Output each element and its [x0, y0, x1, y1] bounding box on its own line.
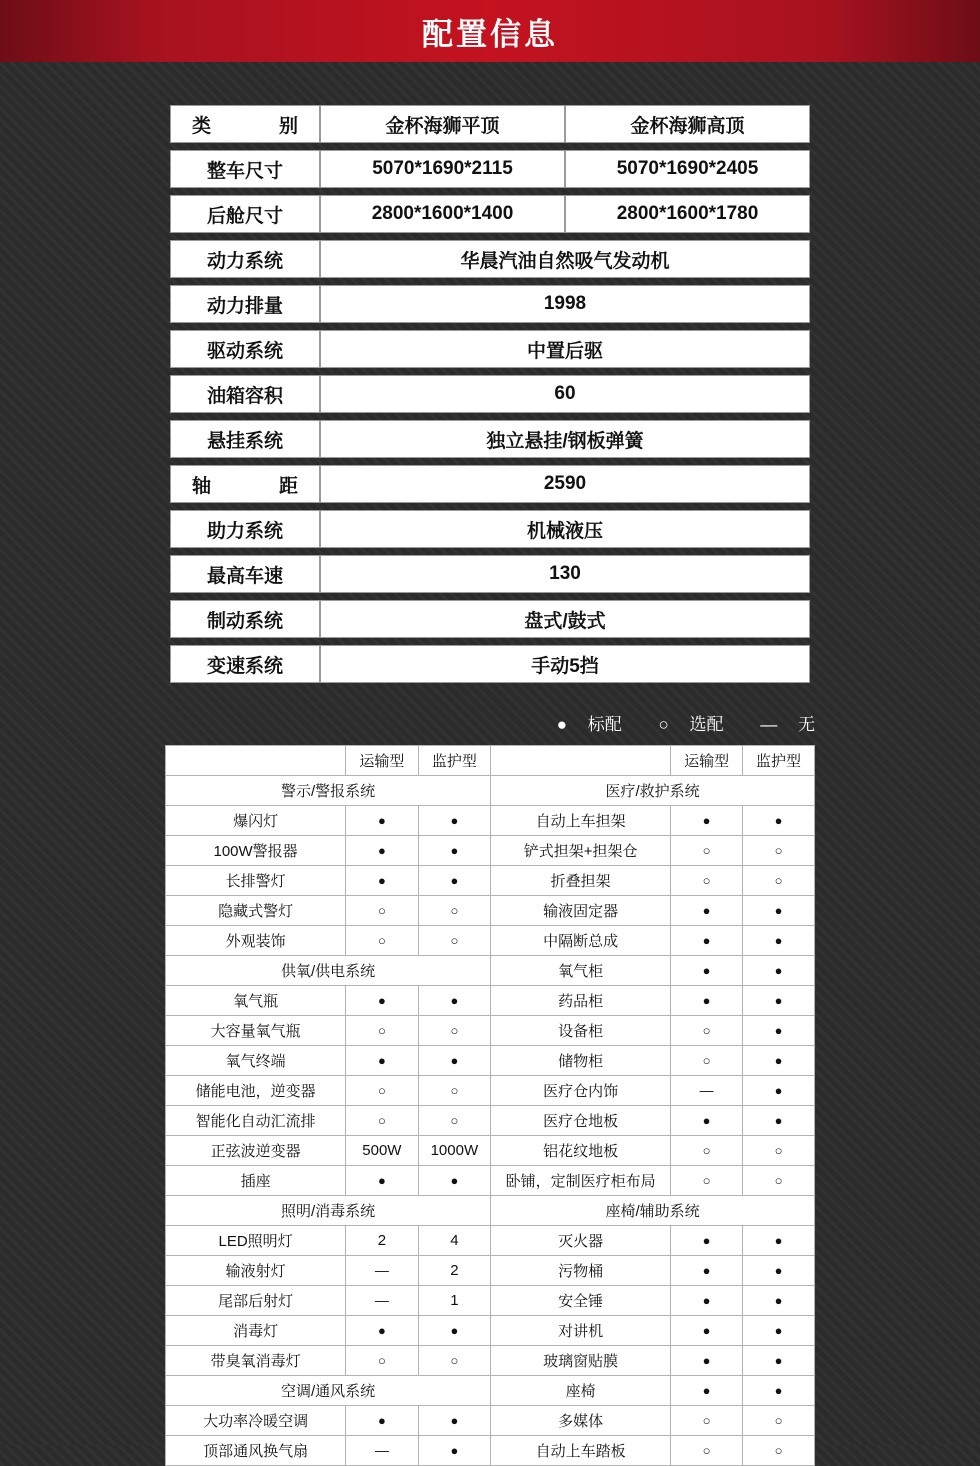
config-item-value-right-transport: [671, 1346, 743, 1376]
config-header-right-name: [491, 746, 671, 776]
config-section-title-left: 供氧/供电系统: [166, 956, 491, 986]
config-item-value-right-monitor: [743, 1376, 815, 1406]
config-section-row: [166, 1196, 815, 1226]
spec-row: [170, 240, 810, 278]
config-item-name-right: 安全锤: [491, 1286, 671, 1316]
config-row: [166, 1076, 815, 1106]
config-header-left-name: [166, 746, 346, 776]
config-item-value-right-monitor: [743, 1016, 815, 1046]
config-row: [166, 1166, 815, 1196]
config-row: [166, 1346, 815, 1376]
config-item-value-left-transport: [346, 1436, 418, 1466]
spec-row-label: 制动系统: [170, 600, 320, 638]
config-item-value-left-monitor: 1: [418, 1286, 491, 1316]
config-item-value-right-transport: [671, 1016, 743, 1046]
config-row: [166, 1136, 815, 1166]
config-item-name-left: 大功率冷暖空调: [166, 1406, 346, 1436]
config-row: [166, 1106, 815, 1136]
spec-row-value: 独立悬挂/钢板弹簧: [320, 420, 810, 458]
config-item-value-right-transport: [671, 1376, 743, 1406]
spec-row-label: 油箱容积: [170, 375, 320, 413]
config-row: [166, 1046, 815, 1076]
page-header: [0, 0, 980, 62]
legend-none-label: 无: [798, 715, 815, 734]
config-item-value-right-monitor: [743, 1166, 815, 1196]
config-item-value-left-transport: [346, 1106, 418, 1136]
config-item-name-left: 隐藏式警灯: [166, 896, 346, 926]
spec-row-label: 动力系统: [170, 240, 320, 278]
config-row: [166, 956, 815, 986]
config-item-name-right: 输液固定器: [491, 896, 671, 926]
spec-row: [170, 420, 810, 458]
config-item-value-right-transport: [671, 866, 743, 896]
spec-row-label: 类 别: [170, 105, 320, 143]
config-header-left-transport: 运输型: [346, 746, 418, 776]
config-item-name-right: 对讲机: [491, 1316, 671, 1346]
config-item-name-left: 消毒灯: [166, 1316, 346, 1346]
config-item-name-right: 自动上车踏板: [491, 1436, 671, 1466]
config-item-name-left: 顶部通风换气扇: [166, 1436, 346, 1466]
config-item-value-left-monitor: [418, 1316, 491, 1346]
config-item-value-right-transport: [671, 1076, 743, 1106]
config-item-value-right-monitor: [743, 806, 815, 836]
spec-row-value: 中置后驱: [320, 330, 810, 368]
config-item-name-left: 氧气终端: [166, 1046, 346, 1076]
config-item-value-right-monitor: [743, 1316, 815, 1346]
spec-row: [170, 150, 810, 188]
config-item-value-right-transport: [671, 1406, 743, 1436]
config-item-name-right: 设备柜: [491, 1016, 671, 1046]
config-item-value-left-monitor: [418, 1016, 491, 1046]
config-item-name-right: 储物柜: [491, 1046, 671, 1076]
config-item-name-right: 折叠担架: [491, 866, 671, 896]
config-item-value-left-transport: [346, 866, 418, 896]
config-item-value-left-transport: [346, 1406, 418, 1436]
spec-row-value: 2800*1600*1400: [320, 195, 565, 233]
config-item-value-left-monitor: [418, 806, 491, 836]
config-item-value-right-transport: [671, 1106, 743, 1136]
spec-row-label: 轴 距: [170, 465, 320, 503]
config-item-name-right: 污物桶: [491, 1256, 671, 1286]
spec-row-value: 130: [320, 555, 810, 593]
config-item-value-right-transport: [671, 896, 743, 926]
config-row: [166, 896, 815, 926]
spec-row-value: 5070*1690*2115: [320, 150, 565, 188]
config-item-value-left-transport: [346, 1346, 418, 1376]
spec-row-value: 5070*1690*2405: [565, 150, 810, 188]
config-row: [166, 1226, 815, 1256]
config-item-value-left-transport: [346, 1166, 418, 1196]
spec-row: [170, 510, 810, 548]
config-header-right-transport: 运输型: [671, 746, 743, 776]
config-item-name-left: 智能化自动汇流排: [166, 1106, 346, 1136]
config-table-container: [165, 745, 815, 1466]
config-item-name-left: 正弦波逆变器: [166, 1136, 346, 1166]
spec-row-label: 助力系统: [170, 510, 320, 548]
config-row: [166, 1016, 815, 1046]
config-item-name-right: 氧气柜: [491, 956, 671, 986]
config-item-value-left-monitor: [418, 1406, 491, 1436]
spec-row-value: 2590: [320, 465, 810, 503]
spec-row-label: 最高车速: [170, 555, 320, 593]
config-item-value-right-monitor: [743, 1136, 815, 1166]
spec-table-container: [170, 98, 810, 690]
config-table: [165, 745, 815, 1466]
config-item-value-left-monitor: [418, 1346, 491, 1376]
config-item-value-right-monitor: [743, 1286, 815, 1316]
config-item-value-left-monitor: [418, 1436, 491, 1466]
config-item-value-left-monitor: [418, 1046, 491, 1076]
config-item-name-right: 灭火器: [491, 1226, 671, 1256]
config-header-right-monitor: 监护型: [743, 746, 815, 776]
config-item-value-right-transport: [671, 1286, 743, 1316]
config-item-value-right-transport: [671, 806, 743, 836]
config-item-name-right: 铝花纹地板: [491, 1136, 671, 1166]
config-item-value-right-monitor: [743, 866, 815, 896]
config-item-value-right-transport: [671, 1046, 743, 1076]
config-section-title-left: 照明/消毒系统: [166, 1196, 491, 1226]
config-item-value-left-monitor: [418, 986, 491, 1016]
config-header-left-monitor: 监护型: [418, 746, 491, 776]
config-item-value-right-monitor: [743, 836, 815, 866]
config-item-value-left-transport: [346, 986, 418, 1016]
config-item-value-left-monitor: [418, 866, 491, 896]
legend-none-symbol: —: [760, 715, 778, 734]
config-item-value-left-transport: [346, 896, 418, 926]
config-item-value-left-monitor: 4: [418, 1226, 491, 1256]
config-item-name-right: 卧铺，定制医疗柜布局: [491, 1166, 671, 1196]
config-item-value-right-transport: [671, 1166, 743, 1196]
spec-row-value: 华晨汽油自然吸气发动机: [320, 240, 810, 278]
spec-row-value: 机械液压: [320, 510, 810, 548]
config-item-value-left-monitor: 1000W: [418, 1136, 491, 1166]
config-item-name-left: 输液射灯: [166, 1256, 346, 1286]
config-section-title-left: 空调/通风系统: [166, 1376, 491, 1406]
config-item-value-right-monitor: [743, 896, 815, 926]
config-row: [166, 836, 815, 866]
config-item-value-left-monitor: [418, 1166, 491, 1196]
spec-row-value: 手动5挡: [320, 645, 810, 683]
spec-row-value: 1998: [320, 285, 810, 323]
config-row: [166, 1406, 815, 1436]
config-item-value-right-monitor: [743, 1226, 815, 1256]
spec-row-label: 驱动系统: [170, 330, 320, 368]
legend-optional-symbol: ○: [658, 715, 669, 734]
config-header-row: [166, 746, 815, 776]
spec-row-value: 盘式/鼓式: [320, 600, 810, 638]
config-item-value-right-transport: [671, 1316, 743, 1346]
config-item-value-left-transport: [346, 1256, 418, 1286]
config-row: [166, 1436, 815, 1466]
config-item-name-left: 大容量氧气瓶: [166, 1016, 346, 1046]
config-row: [166, 1316, 815, 1346]
config-item-value-right-transport: [671, 986, 743, 1016]
spec-table: [170, 98, 810, 690]
config-item-value-right-monitor: [743, 926, 815, 956]
config-item-value-right-monitor: [743, 1046, 815, 1076]
config-item-value-right-monitor: [743, 1406, 815, 1436]
spec-row-value: 金杯海狮平顶: [320, 105, 565, 143]
spec-row: [170, 600, 810, 638]
config-item-value-right-monitor: [743, 1256, 815, 1286]
spec-row: [170, 195, 810, 233]
config-item-name-left: 储能电池，逆变器: [166, 1076, 346, 1106]
config-row: [166, 1286, 815, 1316]
config-item-value-left-transport: 500W: [346, 1136, 418, 1166]
legend-standard: [541, 715, 622, 734]
config-row: [166, 806, 815, 836]
config-item-value-right-transport: [671, 1256, 743, 1286]
config-row: [166, 986, 815, 1016]
legend: [165, 710, 815, 735]
config-item-value-right-monitor: [743, 986, 815, 1016]
config-item-value-left-transport: 2: [346, 1226, 418, 1256]
config-item-value-left-transport: [346, 1046, 418, 1076]
config-item-value-right-monitor: [743, 1076, 815, 1106]
config-item-name-right: 医疗仓内饰: [491, 1076, 671, 1106]
spec-row: [170, 105, 810, 143]
config-section-title-left: 警示/警报系统: [166, 776, 491, 806]
config-item-value-right-monitor: [743, 956, 815, 986]
page-title: 配置信息: [422, 16, 558, 52]
config-item-name-left: 插座: [166, 1166, 346, 1196]
config-item-value-left-monitor: [418, 896, 491, 926]
legend-standard-label: 标配: [587, 715, 622, 734]
config-item-value-right-transport: [671, 1436, 743, 1466]
config-section-title-right: 座椅/辅助系统: [491, 1196, 815, 1226]
config-item-value-left-transport: [346, 1286, 418, 1316]
config-row: [166, 1256, 815, 1286]
config-item-value-right-monitor: [743, 1106, 815, 1136]
config-item-value-left-transport: [346, 806, 418, 836]
config-item-name-left: LED照明灯: [166, 1226, 346, 1256]
config-item-value-right-monitor: [743, 1436, 815, 1466]
config-item-value-right-transport: [671, 836, 743, 866]
config-item-name-left: 长排警灯: [166, 866, 346, 896]
config-row: [166, 926, 815, 956]
config-item-value-right-transport: [671, 1136, 743, 1166]
config-item-value-left-transport: [346, 1016, 418, 1046]
spec-row-value: 金杯海狮高顶: [565, 105, 810, 143]
config-item-name-right: 玻璃窗贴膜: [491, 1346, 671, 1376]
config-item-value-left-monitor: [418, 1106, 491, 1136]
config-item-value-left-transport: [346, 1316, 418, 1346]
config-section-title-right: 医疗/救护系统: [491, 776, 815, 806]
config-item-value-right-transport: [671, 956, 743, 986]
config-item-value-left-monitor: [418, 836, 491, 866]
config-item-value-left-transport: [346, 836, 418, 866]
config-item-name-left: 氧气瓶: [166, 986, 346, 1016]
spec-row: [170, 285, 810, 323]
spec-row-label: 悬挂系统: [170, 420, 320, 458]
config-row: [166, 866, 815, 896]
spec-row-label: 动力排量: [170, 285, 320, 323]
config-item-value-left-transport: [346, 926, 418, 956]
spec-row: [170, 555, 810, 593]
spec-row: [170, 465, 810, 503]
config-row: [166, 1376, 815, 1406]
config-item-name-left: 100W警报器: [166, 836, 346, 866]
spec-row-label: 变速系统: [170, 645, 320, 683]
spec-row-label: 后舱尺寸: [170, 195, 320, 233]
spec-row: [170, 330, 810, 368]
config-item-name-left: 带臭氧消毒灯: [166, 1346, 346, 1376]
config-item-name-right: 多媒体: [491, 1406, 671, 1436]
spec-row-value: 2800*1600*1780: [565, 195, 810, 233]
config-item-value-right-transport: [671, 926, 743, 956]
config-item-name-right: 医疗仓地板: [491, 1106, 671, 1136]
config-item-name-right: 铲式担架+担架仓: [491, 836, 671, 866]
config-item-value-left-transport: [346, 1076, 418, 1106]
spec-row-value: 60: [320, 375, 810, 413]
legend-optional-label: 选配: [689, 715, 724, 734]
config-item-name-right: 座椅: [491, 1376, 671, 1406]
config-item-name-left: 尾部后射灯: [166, 1286, 346, 1316]
spec-row-label: 整车尺寸: [170, 150, 320, 188]
spec-row: [170, 645, 810, 683]
config-item-name-left: 外观装饰: [166, 926, 346, 956]
legend-standard-symbol: ●: [556, 715, 568, 734]
config-item-value-left-monitor: [418, 1076, 491, 1106]
legend-optional: [643, 715, 724, 734]
spec-row: [170, 375, 810, 413]
config-item-value-left-monitor: 2: [418, 1256, 491, 1286]
config-item-name-right: 中隔断总成: [491, 926, 671, 956]
config-item-name-right: 药品柜: [491, 986, 671, 1016]
config-section-row: [166, 776, 815, 806]
config-item-name-left: 爆闪灯: [166, 806, 346, 836]
config-item-value-left-monitor: [418, 926, 491, 956]
config-item-value-right-monitor: [743, 1346, 815, 1376]
config-item-name-right: 自动上车担架: [491, 806, 671, 836]
legend-none: [744, 715, 815, 734]
config-item-value-right-transport: [671, 1226, 743, 1256]
